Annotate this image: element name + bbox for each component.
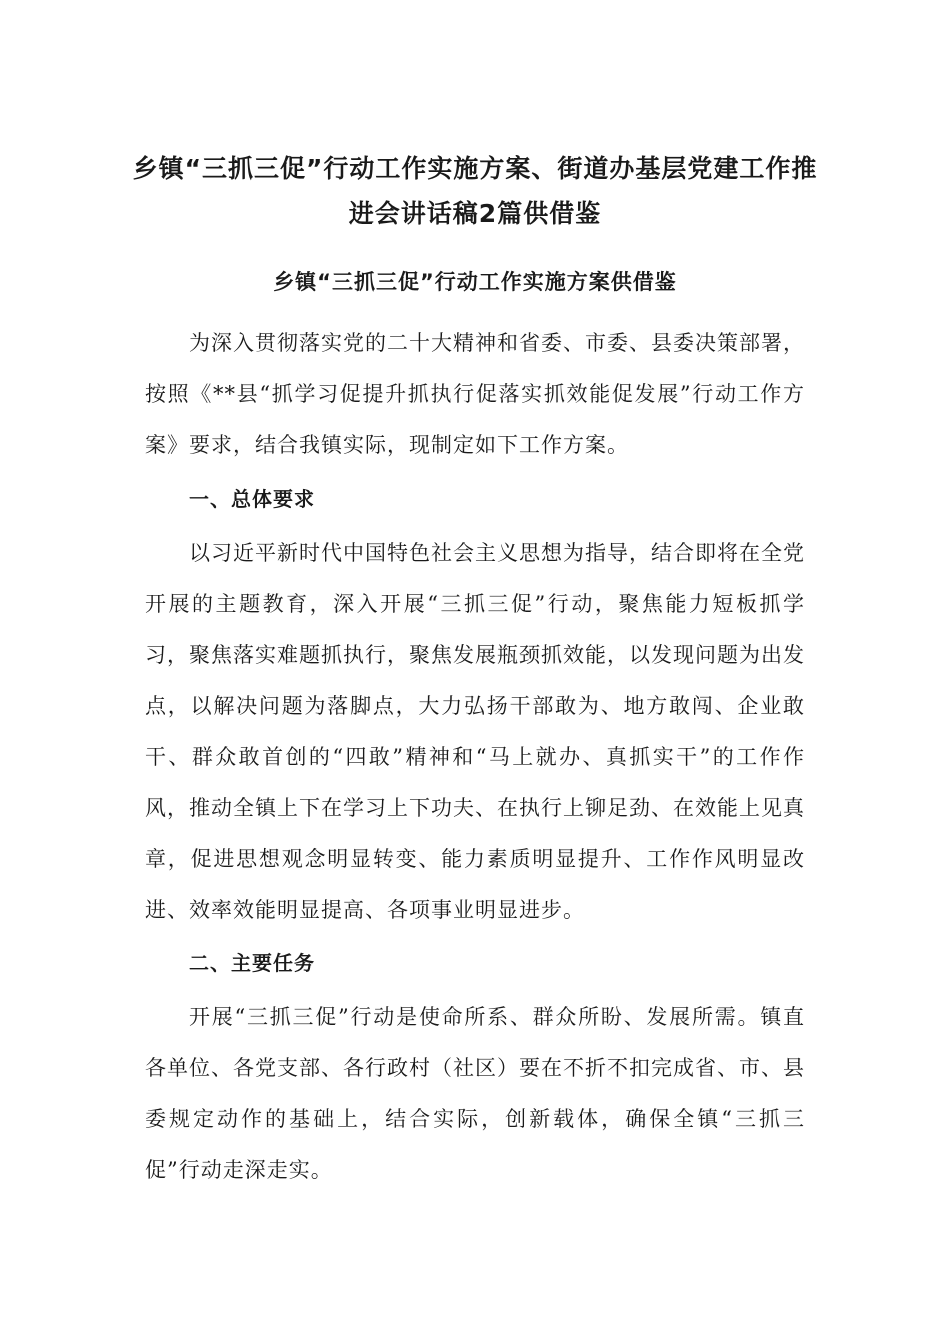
paragraph-overall-requirements: 以习近平新时代中国特色社会主义思想为指导，结合即将在全党开展的主题教育，深入开展“三抓三促”行动，聚焦能力短板抓学习，聚焦落实难题抓执行，聚焦发展瓶颈抓效能，以发现问题为出发点，以解决问题为落脚点，大力弘扬干部敢为、地方敢闯、企业敢干、群众敢首创的“四敢”精神和“马上就办、真抓实干”的工作作风，推动全镇上下在学习上下功夫、在执行上铆足劲、在效能上见真章，促进思想观念明显转变、能力素质明显提升、工作作风明显改进、效率效能明显提高、各项事业明显进步。 — [145, 541, 805, 922]
section-heading-overall-requirements: 一、总体要求 — [189, 487, 315, 511]
section-heading-main-tasks: 二、主要任务 — [189, 951, 315, 975]
paragraph-intro: 为深入贯彻落实党的二十大精神和省委、市委、县委决策部署，按照《**县“抓学习促提升抓执行促落实抓效能促发展”行动工作方案》要求，结合我镇实际，现制定如下工作方案。 — [145, 331, 805, 457]
paragraph-main-tasks: 开展“三抓三促”行动是使命所系、群众所盼、发展所需。镇直各单位、各党支部、各行政村（社区）要在不折不扣完成省、市、县委规定动作的基础上，结合实际，创新载体，确保全镇“三抓三促”行动走深走实。 — [145, 1005, 805, 1182]
document-subtitle: 乡镇“三抓三促”行动工作实施方案供借鉴 — [273, 270, 677, 294]
document-title: 乡镇“三抓三促”行动工作实施方案、街道办基层党建工作推进会讲话稿2篇供借鉴 — [132, 154, 818, 228]
